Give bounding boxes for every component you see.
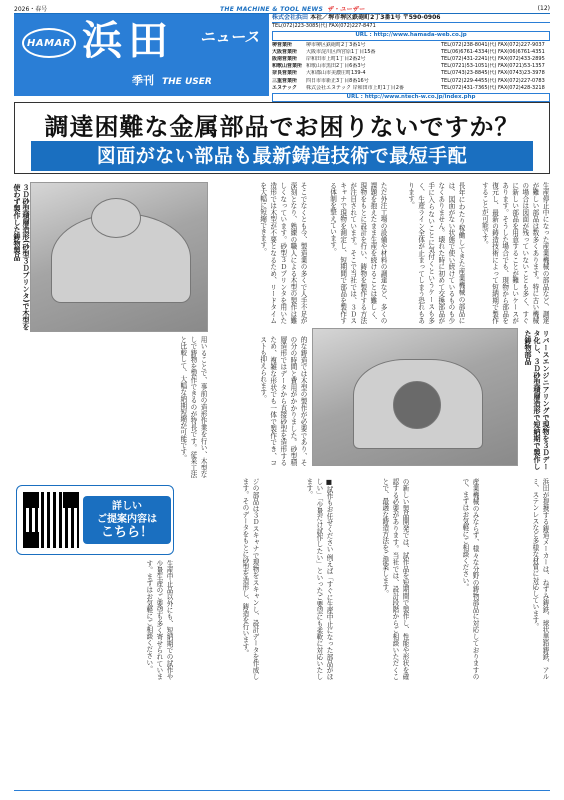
branch-address: 堺市堺区鉄砲町2丁3番1号 — [306, 41, 366, 48]
headquarters — [272, 14, 550, 23]
brand-name: ザ・ユーザー — [327, 5, 365, 13]
qr-promo-text — [83, 496, 171, 544]
article-column-5: 的な鋳造では木型の製作が必要であり、その分の時間と費用がかかりました。砂型積層造形ではデータから直接砂型を造形するため、複雑な形状でも一体で製作でき、コストも抑えられます。 — [258, 336, 307, 466]
article-column-2: 長年にわたり稼働してきた産業機械の部品には、図面がない状態で使い続けているものも少なくありません。壊れた時に初めて交換部品が手に入らないことに気付くというケースも多く、生産ライン全体が止まってしまう恐れもあります。 — [406, 182, 465, 324]
branch-address: 株式会社エヌテック 岸和田市上町1丁目2番 — [306, 84, 404, 91]
branch-address: 大阪市淀川区西宮原1丁目15番 — [306, 48, 376, 55]
casting-photo-left — [30, 182, 208, 332]
qr-promo[interactable] — [16, 485, 174, 555]
branch-address: 四日市市新正3丁目8番16号 — [306, 77, 369, 84]
caption-left: ３Ｄ砂型積層造形(砂型３Ｄプリンタ)で木型を使わず製作した鋳物製品 — [13, 184, 30, 331]
branch-row — [272, 49, 550, 56]
branch-name: 阪南営業所 — [272, 56, 298, 63]
branch-name: エヌテック — [272, 84, 298, 91]
company-info — [272, 14, 550, 101]
hamar-logo: HAMAR — [22, 28, 76, 58]
the-user-label: THE USER — [162, 77, 212, 87]
branch-phone: TEL(072)431-7365(代) FAX(072)428-3218 — [441, 84, 545, 91]
branch-phone: TEL(072)238-8041(代) FAX(072)227-9037 — [441, 41, 545, 48]
article-column-1: 生産停止中になった産業機械の部品など、調達が難しい部品は数多くあります。特に古い機械の場合は図面が残っていないことも多く、すぐに新しい部品を用意することが難しいケースがあります。そうした場合でも、現物から部品を復元し、最新の鋳造技術によって短納期で製作することが可能です。 — [480, 182, 549, 324]
season-label: 季刊 — [132, 74, 154, 87]
article-column-4: そこでなくとも今、製造業の多くで人手不足が深刻となり、熟練の職人による木型の製作は難しくなっています。砂型３Ｄプリンタを用いた造形では木型が不要となるため、リードタイムを大幅に短縮できます。 — [258, 182, 307, 324]
article-column-12: 生産中止品以外にも、短納期での試作や少量生産のご要望も多く寄せられています。まずはお気軽にご相談ください。 — [144, 560, 173, 680]
branch-name: 大阪営業所 — [272, 48, 298, 55]
publication-title: THE MACHINE & TOOL NEWS — [220, 5, 324, 13]
branch-phone: TEL(06)6761-4334(代) FAX(06)6761-4351 — [441, 48, 545, 55]
qr-line-3: こちら！ — [100, 525, 153, 540]
article-column-10: 産業機械のみならず、様々な分野の鋳物部品に対応しておりますので、まずはお気軽にご相談ください。 — [460, 478, 479, 680]
caption-right: リバースエンジニアリングで現物を３Ｄデータ化し、３Ｄ砂型積層造形で短納期で製作した鋳物部品 — [524, 330, 550, 470]
casting-photo-right — [312, 328, 518, 466]
page-number: (12) — [537, 4, 550, 12]
qr-code-icon[interactable] — [23, 492, 79, 548]
article-column-9: の新しい製品開発では、試作品を短期間で製作し、性能や形状を確認する必要があります。当社では、設計段階からご相談いただくことで、最適な鋳造方法をご提案します。 — [380, 478, 409, 680]
footer-rule — [14, 790, 550, 796]
branch-row — [272, 42, 550, 49]
headline-box — [14, 102, 550, 174]
branch-name: 奈良営業所 — [272, 70, 298, 77]
article-column-11: 浜田が提携する鋳造メーカーは、ねずみ鋳鉄、球状黒鉛鋳鉄、アルミ、ステンレスなど多様な材質に対応しています。 — [530, 478, 549, 680]
newspaper-title: 浜田 — [82, 17, 174, 64]
publication-name — [220, 4, 365, 13]
top-line — [14, 3, 550, 14]
branch-name: 三重営業所 — [272, 77, 298, 84]
main-headline: 調達困難な金属部品でお困りないですか？ — [44, 112, 520, 141]
branch-name: 堺営業所 — [272, 41, 293, 48]
article-column-3: ただ外注工場の設備や材料の調達など、多くの課題を抱えたまま生産を続けることは難しく、現物をもとに設計を行い、鋳物を製作する方法が注目されています。そこで当社では、３Ｄスキャナで現物を測定し、短期間で部品を製作する体制を整えています。 — [328, 182, 387, 324]
hq-phone: TEL(072)223-3085(代) FAX(072)227-8471 — [272, 23, 376, 30]
branch-address: 岸和田市上町1丁目2番2号 — [306, 56, 366, 63]
branch-phone: TEL(0721)53-1051(代) FAX(0721)53-1357 — [441, 63, 545, 70]
issue-line — [132, 72, 212, 88]
branch-row — [272, 78, 550, 85]
article-column-6: 用いることで、事前の造形作業を行い、木型なしで鋳物を製作できるのが特長です。従来工法と比較して、大幅な納期短縮が可能です。 — [178, 336, 207, 478]
hq-address: 本社／堺市堺区鉄砲町2丁3番1号 〒590-0906 — [310, 14, 441, 21]
branch-phone: TEL(072)229-4455(代) FAX(072)227-0783 — [441, 77, 545, 84]
branch-list — [272, 42, 550, 92]
sub-headline: 図面がない部品も最新鋳造技術で最短手配 — [31, 141, 533, 171]
news-label: ニュース — [200, 28, 260, 46]
branch-row — [272, 63, 550, 70]
casting-boss — [91, 198, 141, 238]
masthead — [14, 14, 269, 96]
branch-address: 大和郡山市美濃庄町139-4 — [306, 70, 366, 77]
qr-line-2: ご提案内容は — [97, 514, 157, 525]
branch-name: 和歌山営業所 — [272, 63, 303, 70]
branch-row — [272, 56, 550, 63]
ntech-url-link[interactable]: URL : http://www.ntech-w.co.jp/index.php — [272, 93, 550, 102]
branch-row — [272, 70, 550, 77]
branch-address: 和歌山市黒田2丁目6番3号 — [306, 63, 366, 70]
branch-row — [272, 85, 550, 92]
company-url-link[interactable]: URL : http://www.hamada-web.co.jp — [272, 31, 550, 40]
bearing-bore — [393, 381, 441, 429]
qr-line-1: 詳しい — [112, 501, 142, 512]
issue-date: 2026・春号 — [14, 5, 48, 13]
article-column-8: ■試作もお任せください 例えば「すぐに生産中止になった部品がほしい」「少量だけ試作したい」といったご要望にも柔軟に対応いたします。 — [304, 478, 333, 680]
article-column-7: ジの部品は３Ｄスキャナで現物をスキャンし、設計データを作成します。そのデータをもとに砂型を造形し、鋳造を行います。 — [240, 478, 259, 680]
branch-phone: TEL(072)431-2241(代) FAX(072)433-2895 — [441, 56, 545, 63]
company-name: 株式会社浜田 — [272, 14, 309, 21]
branch-phone: TEL(0743)23-8845(代) FAX(0743)23-3978 — [441, 70, 545, 77]
